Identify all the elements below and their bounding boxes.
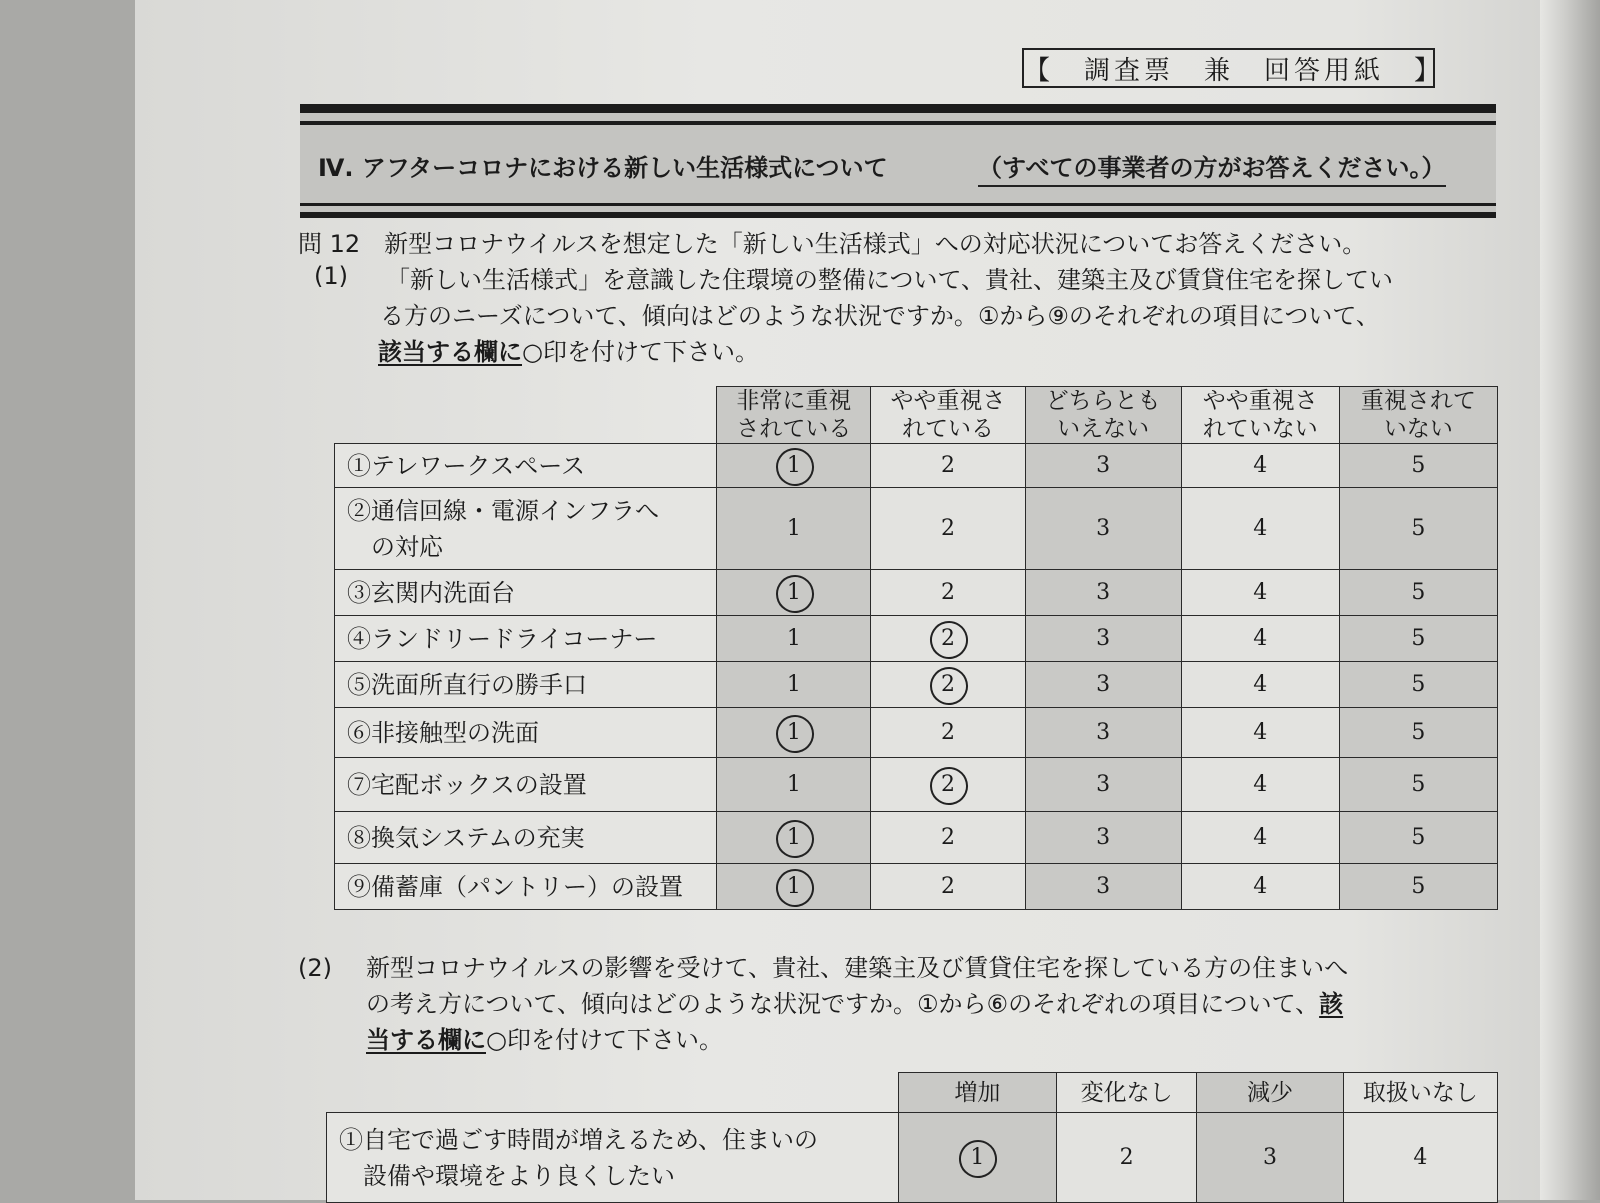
row-label bbox=[335, 708, 717, 758]
answer-cell bbox=[1025, 864, 1181, 910]
row-label-line: ③玄関内洗面台 bbox=[347, 578, 515, 607]
answer-cell bbox=[717, 812, 871, 864]
row-label bbox=[335, 758, 717, 812]
column-header-line: 非常に重視 bbox=[736, 388, 852, 414]
answer-cell bbox=[1025, 662, 1181, 708]
answer-option: 5 bbox=[1411, 626, 1426, 651]
answer-option: 2 bbox=[941, 825, 956, 850]
answer-cell bbox=[1025, 812, 1181, 864]
table-row bbox=[335, 758, 1498, 812]
answer-option: 3 bbox=[1263, 1145, 1277, 1170]
circled-answer: 2 bbox=[941, 672, 956, 697]
row-label-line: の対応 bbox=[347, 532, 443, 561]
circled-answer: 1 bbox=[970, 1145, 985, 1170]
answer-option: 5 bbox=[1411, 825, 1426, 850]
answer-option: 5 bbox=[1411, 720, 1426, 745]
answer-option: 5 bbox=[1411, 516, 1426, 541]
answer-option: 4 bbox=[1253, 453, 1268, 478]
column-header bbox=[1056, 1073, 1196, 1113]
table-row bbox=[335, 444, 1498, 488]
column-header bbox=[1181, 387, 1339, 444]
answer-cell bbox=[1025, 758, 1181, 812]
answer-cell bbox=[717, 662, 871, 708]
answer-cell bbox=[871, 708, 1025, 758]
answer-cell bbox=[1339, 758, 1497, 812]
column-header-line: いえない bbox=[1057, 416, 1150, 442]
question-12-2-line1: 新型コロナウイルスの影響を受けて、貴社、建築主及び賃貸住宅を探している方の住まいへ bbox=[366, 954, 1349, 982]
answer-option: 4 bbox=[1253, 772, 1268, 797]
answer-option: 4 bbox=[1253, 626, 1268, 651]
section-title: Ⅳ. アフターコロナにおける新しい生活様式について bbox=[318, 154, 888, 182]
column-header-line: やや重視さ bbox=[1202, 388, 1318, 414]
row-label-line: ②通信回線・電源インフラへ bbox=[347, 496, 659, 525]
answer-option: 2 bbox=[1119, 1145, 1134, 1170]
question-12-1-number: (1) bbox=[314, 262, 348, 290]
answer-cell bbox=[1181, 662, 1339, 708]
answer-cell bbox=[871, 570, 1025, 616]
answer-cell bbox=[898, 1113, 1056, 1203]
question-12-heading: 問 12 新型コロナウイルスを想定した「新しい生活様式」への対応状況についてお答えください。 bbox=[298, 230, 1367, 258]
answer-cell bbox=[717, 488, 871, 570]
column-header-line: れている bbox=[902, 416, 995, 442]
table-row bbox=[335, 812, 1498, 864]
table-row bbox=[327, 1113, 1498, 1203]
column-header-line: 重視されて bbox=[1360, 388, 1476, 414]
header-corner bbox=[335, 387, 717, 444]
answer-cell bbox=[1181, 758, 1339, 812]
answer-cell bbox=[1181, 864, 1339, 910]
answer-cell bbox=[871, 488, 1025, 570]
answer-cell bbox=[1025, 616, 1181, 662]
answer-cell bbox=[1025, 570, 1181, 616]
answer-option: 3 bbox=[1096, 874, 1111, 899]
instruction-rest: ○印を付けて下さい。 bbox=[522, 338, 759, 366]
circled-answer: 2 bbox=[941, 772, 956, 797]
answer-option: 1 bbox=[786, 772, 801, 797]
answer-cell bbox=[1197, 1113, 1343, 1203]
answer-cell bbox=[871, 758, 1025, 812]
answer-cell bbox=[1181, 444, 1339, 488]
answer-cell bbox=[1025, 488, 1181, 570]
answer-cell bbox=[871, 812, 1025, 864]
answer-cell bbox=[871, 864, 1025, 910]
instruction-emphasis-2b: 当する欄に bbox=[366, 1026, 486, 1054]
answer-option: 3 bbox=[1096, 580, 1111, 605]
answer-option: 4 bbox=[1253, 516, 1268, 541]
column-header-line: されている bbox=[736, 416, 852, 442]
row-label-line: ④ランドリードライコーナー bbox=[347, 624, 658, 653]
table-row bbox=[335, 864, 1498, 910]
circled-answer: 1 bbox=[786, 874, 801, 899]
answer-option: 3 bbox=[1096, 516, 1111, 541]
answer-option: 4 bbox=[1253, 874, 1268, 899]
attitude-table bbox=[326, 1072, 1498, 1203]
instruction-rest-2: ○印を付けて下さい。 bbox=[486, 1026, 723, 1054]
answer-option: 5 bbox=[1411, 672, 1426, 697]
column-header bbox=[1343, 1073, 1497, 1113]
answer-option: 2 bbox=[941, 453, 956, 478]
table-row bbox=[335, 488, 1498, 570]
instruction-emphasis: 該当する欄に bbox=[378, 338, 522, 366]
row-label-line: ①自宅で過ごす時間が増えるため、住まいの bbox=[339, 1125, 819, 1154]
answer-option: 1 bbox=[786, 516, 801, 541]
answer-option: 4 bbox=[1253, 825, 1268, 850]
answer-cell bbox=[717, 864, 871, 910]
answer-option: 2 bbox=[941, 516, 956, 541]
answer-option: 2 bbox=[941, 720, 956, 745]
answer-cell bbox=[1181, 708, 1339, 758]
column-header-line: 取扱いなし bbox=[1362, 1079, 1478, 1106]
column-header bbox=[898, 1073, 1056, 1113]
column-header bbox=[871, 387, 1025, 444]
answer-cell bbox=[1181, 488, 1339, 570]
column-header-line: どちらとも bbox=[1045, 388, 1161, 414]
answer-option: 3 bbox=[1096, 720, 1111, 745]
column-header bbox=[1025, 387, 1181, 444]
question-12-1-line3 bbox=[378, 334, 759, 370]
answer-cell bbox=[1339, 444, 1497, 488]
row-label-line: 設備や環境をより良くしたい bbox=[339, 1161, 675, 1190]
header-row bbox=[335, 387, 1498, 444]
answer-cell bbox=[1181, 812, 1339, 864]
answer-cell bbox=[1056, 1113, 1196, 1203]
answer-option: 5 bbox=[1411, 772, 1426, 797]
answer-option: 5 bbox=[1411, 453, 1426, 478]
answer-cell bbox=[1025, 444, 1181, 488]
table-row bbox=[335, 570, 1498, 616]
question-12-2-line2 bbox=[366, 986, 1343, 1022]
row-label bbox=[335, 570, 717, 616]
instruction-emphasis-2a: 該 bbox=[1319, 990, 1344, 1018]
answer-cell bbox=[1339, 812, 1497, 864]
row-label bbox=[335, 662, 717, 708]
answer-cell bbox=[1181, 616, 1339, 662]
row-label-line: ⑨備蓄庫（パントリー）の設置 bbox=[347, 872, 683, 901]
answer-cell bbox=[1339, 864, 1497, 910]
row-label-line: ⑥非接触型の洗面 bbox=[347, 718, 539, 747]
answer-cell bbox=[871, 616, 1025, 662]
row-label-line: ⑤洗面所直行の勝手口 bbox=[347, 670, 587, 699]
answer-option: 3 bbox=[1096, 626, 1111, 651]
answer-cell bbox=[1339, 488, 1497, 570]
column-header-line: 増加 bbox=[954, 1079, 1001, 1106]
column-header-line: いない bbox=[1383, 416, 1453, 442]
circled-answer: 1 bbox=[786, 580, 801, 605]
circled-answer: 1 bbox=[786, 453, 801, 478]
question-12-1-line2: る方のニーズについて、傾向はどのような状況ですか。①から⑨のそれぞれの項目について、 bbox=[380, 302, 1380, 330]
answer-cell bbox=[717, 444, 871, 488]
table-row bbox=[335, 708, 1498, 758]
column-header bbox=[717, 387, 871, 444]
answer-cell bbox=[717, 758, 871, 812]
row-label-line: ⑦宅配ボックスの設置 bbox=[347, 770, 587, 799]
section-note: （すべての事業者の方がお答えください。） bbox=[978, 148, 1446, 187]
column-header bbox=[1339, 387, 1497, 444]
question-12-2-line3 bbox=[366, 1022, 723, 1058]
booklet-spine bbox=[1540, 0, 1600, 1200]
answer-option: 4 bbox=[1253, 720, 1268, 745]
answer-cell bbox=[871, 662, 1025, 708]
needs-table bbox=[334, 386, 1498, 910]
row-label bbox=[335, 864, 717, 910]
circled-answer: 2 bbox=[941, 626, 956, 651]
row-label bbox=[327, 1113, 899, 1203]
row-label bbox=[335, 444, 717, 488]
answer-option: 3 bbox=[1096, 453, 1111, 478]
row-label bbox=[335, 812, 717, 864]
answer-option: 1 bbox=[786, 672, 801, 697]
circled-answer: 1 bbox=[786, 720, 801, 745]
answer-option: 2 bbox=[941, 874, 956, 899]
column-header-line: れていない bbox=[1202, 416, 1318, 442]
answer-option: 4 bbox=[1413, 1145, 1428, 1170]
answer-cell bbox=[871, 444, 1025, 488]
question-12-1-line1: 「新しい生活様式」を意識した住環境の整備について、貴社、建築主及び賃貸住宅を探してい bbox=[386, 266, 1394, 294]
answer-option: 2 bbox=[941, 580, 956, 605]
table-row bbox=[335, 616, 1498, 662]
answer-cell bbox=[1343, 1113, 1497, 1203]
row-label bbox=[335, 616, 717, 662]
answer-cell bbox=[1181, 570, 1339, 616]
answer-option: 3 bbox=[1096, 672, 1111, 697]
answer-option: 4 bbox=[1253, 672, 1268, 697]
answer-option: 3 bbox=[1096, 825, 1111, 850]
form-title: 【 調査票 兼 回答用紙 】 bbox=[1024, 55, 1445, 86]
answer-cell bbox=[1339, 662, 1497, 708]
answer-cell bbox=[717, 570, 871, 616]
answer-option: 1 bbox=[786, 626, 801, 651]
question-12-2-number: (2) bbox=[298, 954, 332, 982]
table-row bbox=[335, 662, 1498, 708]
circled-answer: 1 bbox=[786, 825, 801, 850]
column-header-line: 変化なし bbox=[1080, 1079, 1173, 1106]
row-label bbox=[335, 488, 717, 570]
answer-option: 5 bbox=[1411, 874, 1426, 899]
answer-cell bbox=[1339, 708, 1497, 758]
row-label-line: ⑧換気システムの充実 bbox=[347, 823, 585, 852]
question-12-2-line2-text: の考え方について、傾向はどのような状況ですか。①から⑥のそれぞれの項目について、 bbox=[366, 990, 1320, 1018]
answer-option: 4 bbox=[1253, 580, 1268, 605]
answer-cell bbox=[717, 616, 871, 662]
answer-option: 3 bbox=[1096, 772, 1111, 797]
column-header-line: 減少 bbox=[1247, 1079, 1293, 1106]
answer-cell bbox=[1025, 708, 1181, 758]
form-title-box bbox=[1022, 48, 1445, 88]
header-row bbox=[327, 1073, 1498, 1113]
answer-cell bbox=[717, 708, 871, 758]
answer-option: 5 bbox=[1411, 580, 1426, 605]
column-header bbox=[1197, 1073, 1343, 1113]
answer-cell bbox=[1339, 616, 1497, 662]
column-header-line: やや重視さ bbox=[890, 388, 1006, 414]
row-label-line: ①テレワークスペース bbox=[347, 451, 586, 480]
answer-cell bbox=[1339, 570, 1497, 616]
header-corner bbox=[327, 1073, 899, 1113]
